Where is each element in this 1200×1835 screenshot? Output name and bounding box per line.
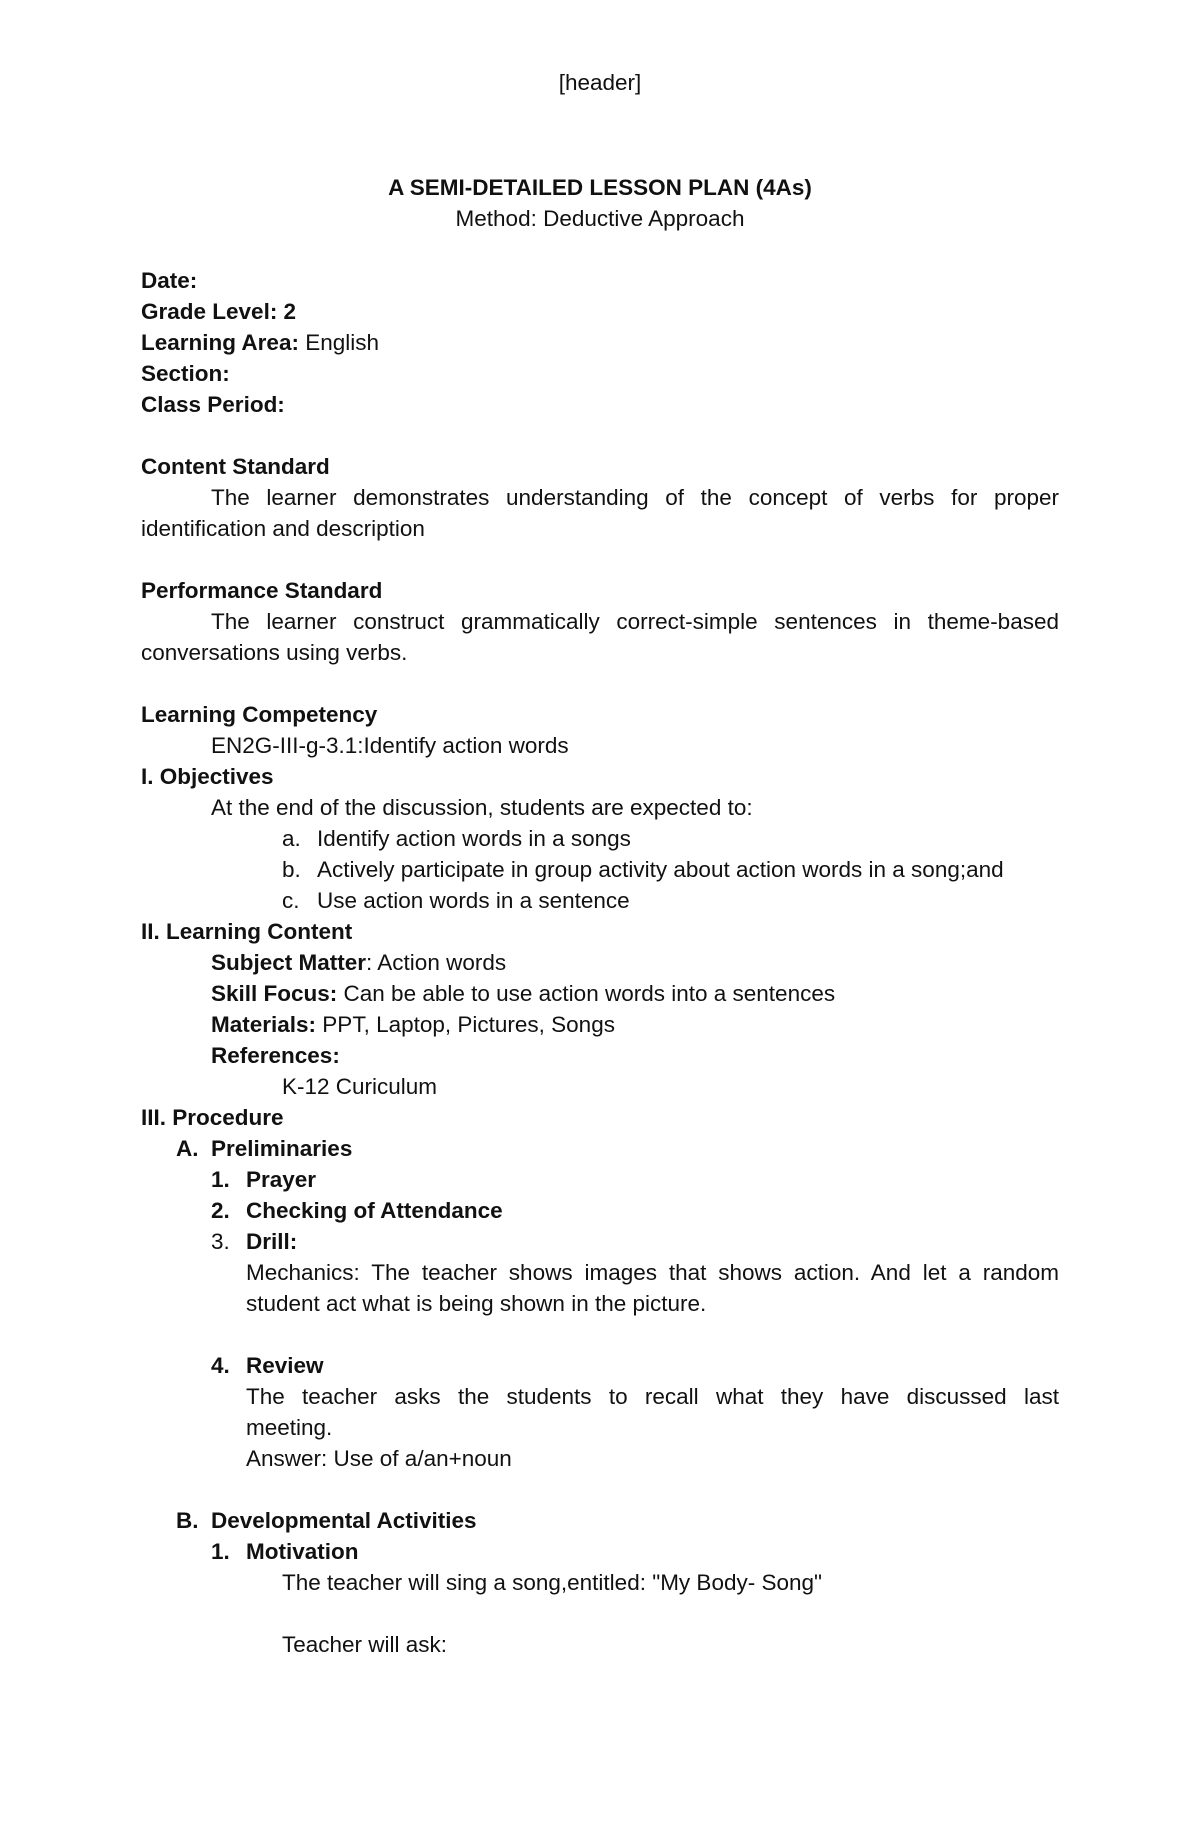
review-marker: 4. xyxy=(211,1353,230,1378)
attendance-heading: Checking of Attendance xyxy=(246,1198,503,1223)
subject-matter-line xyxy=(211,947,506,978)
learning-area-value: English xyxy=(298,330,379,355)
learning-area-line xyxy=(141,327,379,358)
date-label: Date: xyxy=(141,268,198,293)
developmental-heading: Developmental Activities xyxy=(211,1508,477,1533)
subject-matter-value: : Action words xyxy=(366,950,507,975)
drill-heading: Drill: xyxy=(246,1229,298,1254)
performance-standard-heading: Performance Standard xyxy=(141,578,383,603)
motivation-heading: Motivation xyxy=(246,1539,359,1564)
preliminaries-marker: A. xyxy=(176,1136,199,1161)
performance-standard-line2: conversations using verbs. xyxy=(141,640,408,665)
content-standard-heading: Content Standard xyxy=(141,454,330,479)
review-line1: The teacher asks the students to recall what they have discussed last xyxy=(246,1384,1059,1409)
references-label: References: xyxy=(211,1043,340,1068)
motivation-marker: 1. xyxy=(211,1539,230,1564)
review-answer: Answer: Use of a/an+noun xyxy=(246,1446,512,1471)
prayer-heading: Prayer xyxy=(246,1167,317,1192)
learning-competency-heading: Learning Competency xyxy=(141,702,378,727)
drill-line1: Mechanics: The teacher shows images that shows action. And let a random xyxy=(246,1260,1059,1285)
objective-marker-c: c. xyxy=(282,888,300,913)
objective-item-a: Identify action words in a songs xyxy=(317,826,631,851)
document-title: A SEMI-DETAILED LESSON PLAN (4As) xyxy=(388,175,812,200)
drill-line2: student act what is being shown in the picture. xyxy=(246,1291,707,1316)
objective-item-b: Actively participate in group activity about action words in a song;and xyxy=(317,857,1004,882)
review-heading: Review xyxy=(246,1353,324,1378)
learning-competency-code: EN2G-III-g-3.1:Identify action words xyxy=(211,733,569,758)
teacher-ask: Teacher will ask: xyxy=(282,1632,448,1657)
objectives-intro: At the end of the discussion, students are expected to: xyxy=(211,795,753,820)
skill-focus-value: Can be able to use action words into a sentences xyxy=(337,981,836,1006)
content-standard-line2: identification and description xyxy=(141,516,425,541)
method-line: Method: Deductive Approach xyxy=(455,206,745,231)
learning-content-heading: II. Learning Content xyxy=(141,919,353,944)
procedure-heading: III. Procedure xyxy=(141,1105,284,1130)
prayer-marker: 1. xyxy=(211,1167,230,1192)
references-value: K-12 Curiculum xyxy=(282,1074,438,1099)
class-period-label: Class Period: xyxy=(141,392,285,417)
preliminaries-heading: Preliminaries xyxy=(211,1136,353,1161)
objective-marker-a: a. xyxy=(282,826,301,851)
attendance-marker: 2. xyxy=(211,1198,230,1223)
objective-item-c: Use action words in a sentence xyxy=(317,888,630,913)
developmental-marker: B. xyxy=(176,1508,199,1533)
performance-standard-line1: The learner construct grammatically correct-simple sentences in theme-based xyxy=(211,609,1059,634)
drill-marker: 3. xyxy=(211,1229,230,1254)
skill-focus-line xyxy=(211,978,835,1009)
motivation-text: The teacher will sing a song,entitled: "My Body- Song" xyxy=(282,1570,822,1595)
learning-area-label: Learning Area: xyxy=(141,330,299,355)
objective-marker-b: b. xyxy=(282,857,301,882)
materials-line xyxy=(211,1009,615,1040)
materials-value: PPT, Laptop, Pictures, Songs xyxy=(316,1012,615,1037)
review-line2: meeting. xyxy=(246,1415,333,1440)
objectives-heading: I. Objectives xyxy=(141,764,274,789)
section-label: Section: xyxy=(141,361,230,386)
grade-level-label: Grade Level: 2 xyxy=(141,299,297,324)
page-header: [header] xyxy=(558,70,642,95)
content-standard-line1: The learner demonstrates understanding of the concept of verbs for proper xyxy=(211,485,1059,510)
materials-label: Materials: xyxy=(211,1012,317,1037)
skill-focus-label: Skill Focus: xyxy=(211,981,338,1006)
subject-matter-label: Subject Matter xyxy=(211,950,367,975)
